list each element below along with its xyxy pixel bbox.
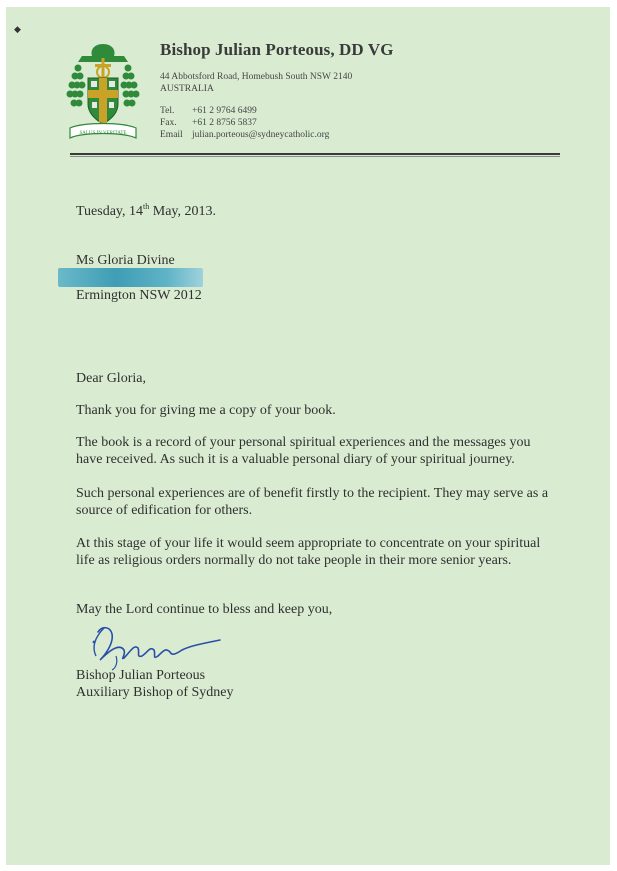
closing-line: May the Lord continue to bless and keep you, — [76, 602, 333, 617]
crest-shield — [88, 78, 118, 124]
recipient-suburb: Ermington NSW 2012 — [76, 288, 202, 303]
tel-label: Tel. — [160, 106, 175, 116]
address-line-1: 44 Abbotsford Road, Homebush South NSW 2140 — [160, 72, 353, 82]
date-suffix: th — [143, 202, 150, 211]
fax-value: +61 2 8756 5837 — [192, 118, 257, 128]
redaction-block — [58, 268, 203, 287]
letterhead-address — [160, 71, 352, 95]
signatory-name: Bishop Julian Porteous — [76, 668, 206, 683]
contact-tel — [160, 105, 329, 117]
email-label: Email — [160, 130, 183, 140]
paragraph-3: Such personal experiences are of benefit firstly to the recipient. They may serve as a source of edification for others. — [76, 486, 549, 518]
recipient-name: Ms Gloria Divine — [76, 253, 175, 268]
paragraph-2: The book is a record of your personal spiritual experiences and the messages you have received. As such it is a valuable personal diary of your spiritual journey. — [76, 435, 531, 467]
crest-motto: SALUS IN VERITATE — [79, 131, 127, 136]
letterhead-divider-thin — [70, 156, 560, 157]
salutation: Dear Gloria, — [76, 371, 146, 386]
letterhead-name: Bishop Julian Porteous, DD VG — [160, 40, 394, 59]
contact-email — [160, 129, 329, 141]
signatory-title: Auxiliary Bishop of Sydney — [76, 685, 234, 700]
scan-mark-icon: ◆ — [14, 24, 21, 34]
date-weekday: Tuesday, 14 — [76, 204, 144, 219]
letterhead-divider — [70, 153, 560, 155]
contact-fax — [160, 117, 329, 129]
letter-date — [76, 203, 216, 220]
fax-label: Fax. — [160, 118, 177, 128]
tel-value: +61 2 9764 6499 — [192, 106, 257, 116]
crest-motto-scroll — [70, 124, 136, 139]
paragraph-1: Thank you for giving me a copy of your book. — [76, 403, 336, 418]
date-rest: May, 2013. — [149, 204, 217, 219]
letterhead-contact — [160, 105, 329, 141]
address-line-2: AUSTRALIA — [160, 84, 214, 94]
coat-of-arms-icon — [66, 42, 140, 146]
email-value: julian.porteous@sydneycatholic.org — [192, 130, 330, 140]
handwritten-signature — [90, 622, 225, 672]
paragraph-4: At this stage of your life it would seem appropriate to concentrate on your spiritual life as religious orders normally do not take people in their more senior years. — [76, 536, 541, 568]
